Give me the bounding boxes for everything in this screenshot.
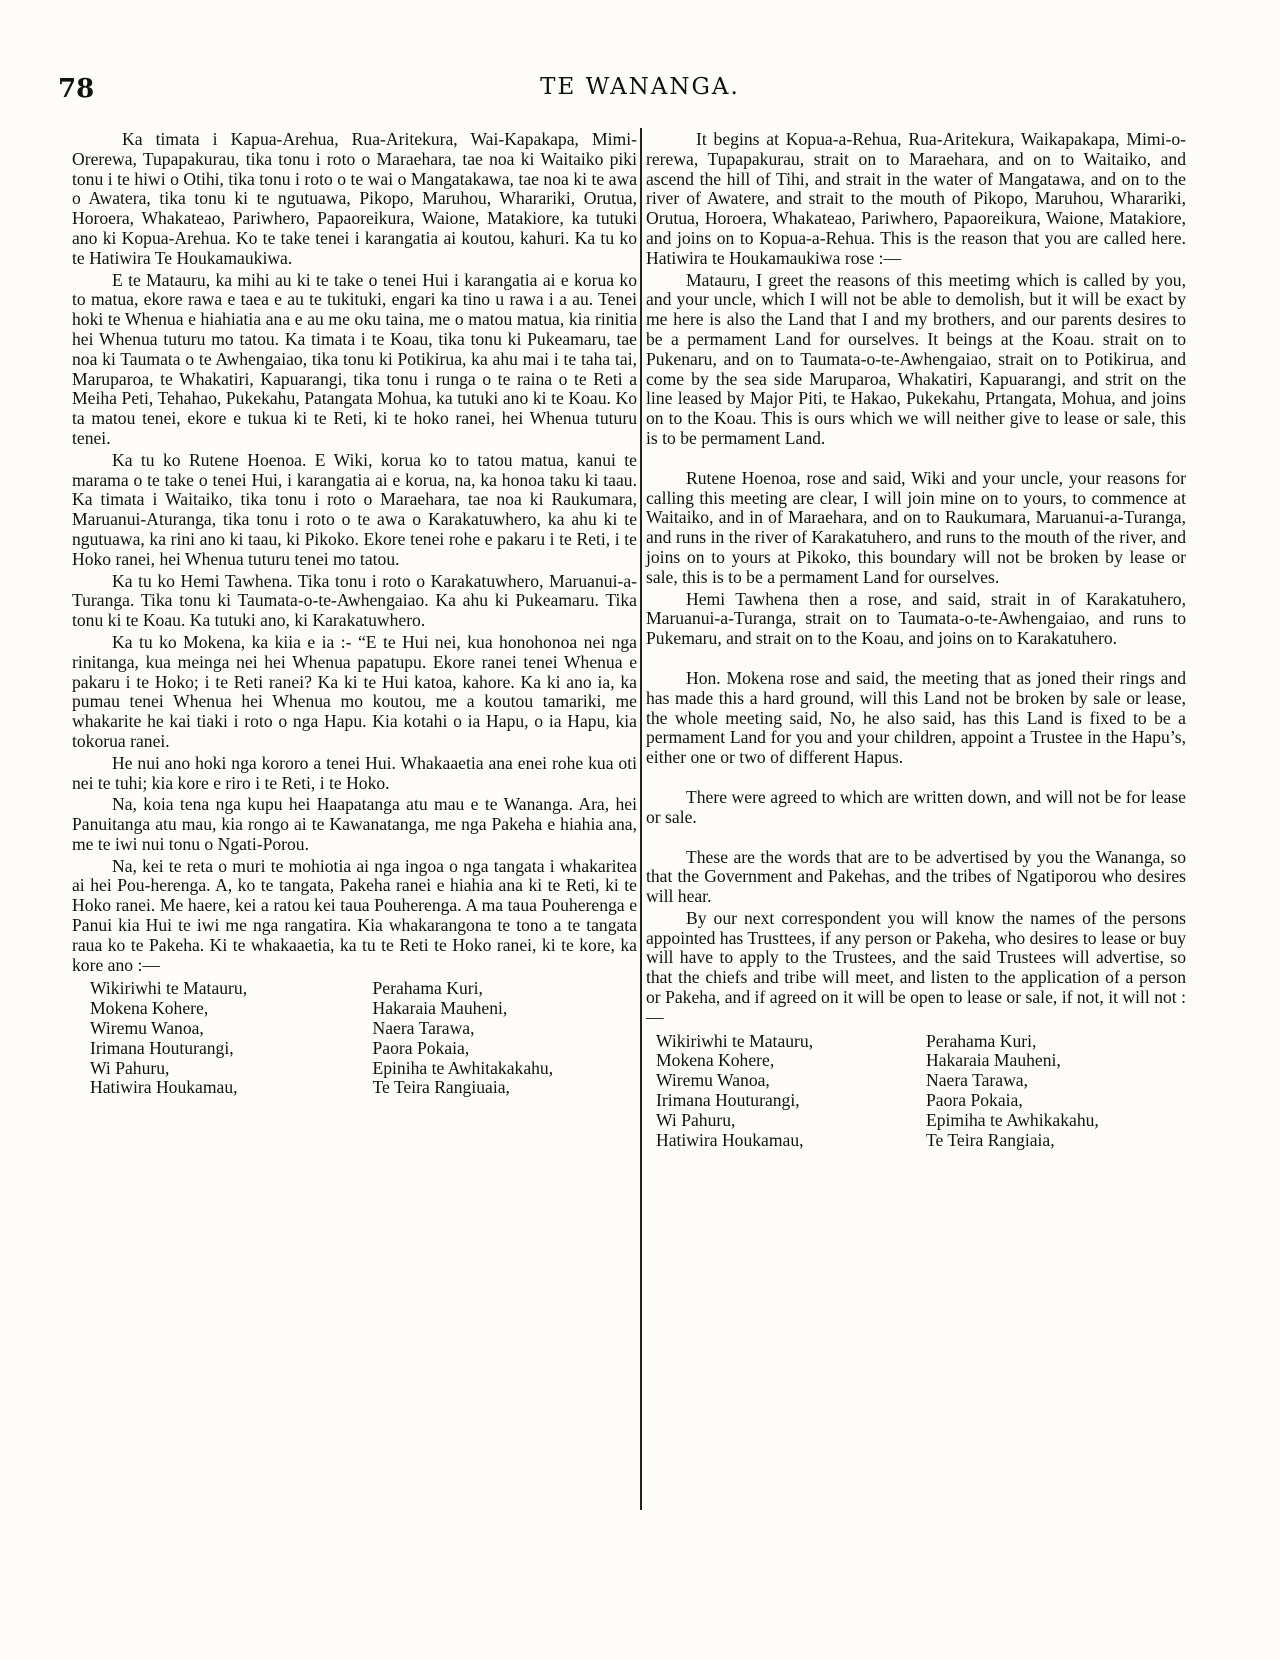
maori-signatories bbox=[72, 979, 637, 1098]
maori-column bbox=[72, 130, 637, 1098]
signatory-name: Epimiha te Awhikakahu, bbox=[926, 1109, 1099, 1130]
maori-paragraph: Ka tu ko Mokena, ka kiia e ia :- “E te Hui nei, kua honohonoa nei nga rinitanga, kua meinga nei hei Whenua papatupu. Ekore ranei tenei Whenua e pakaru i te Hoko; i te Reti ranei? Ka ki te Hui katoa, kahore. Ka ki ano ia, ka pumau tenei Whenua hei Whenua mo koutou, me a koutou tamariki, me whakarite he kai tiaki i roto o nga Hapu. Kia kotahi o ia Hapu, o ia Hapu, kia tokorua ranei. bbox=[72, 631, 637, 751]
maori-paragraph: Na, koia tena nga kupu hei Haapatanga atu mau e te Wananga. Ara, hei Panuitanga atu mau, kia rongo ai te Kawanatanga, me nga Pakeha e hiahia ana, me te iwi nui tonu o Ngati-Porou. bbox=[72, 794, 637, 854]
page-header bbox=[0, 74, 1280, 114]
signatory-name: Hatiwira Houkamau, bbox=[90, 1077, 238, 1098]
signatory-name: Hatiwira Houkamau, bbox=[656, 1129, 804, 1150]
english-paragraph: There were agreed to which are written down, and will not be for lease or sale. bbox=[646, 786, 1186, 827]
maori-paragraph: Ka tu ko Hemi Tawhena. Tika tonu i roto o Karakatuwhero, Maruanui-a-Turanga. Tika tonu ki Taumata-o-te-Awhengaiao. Ka ahu ki Pukeamaru. Tika tonu ki te Koau. Ka tutuki ano, ki Karakatuwhero. bbox=[72, 570, 637, 631]
spacer bbox=[646, 451, 1186, 469]
signatory-name: Mokena Kohere, bbox=[90, 998, 209, 1019]
column-divider bbox=[640, 128, 642, 1510]
signatory-name: Mokena Kohere, bbox=[656, 1050, 775, 1071]
signatory-name: Epiniha te Awhitakakahu, bbox=[372, 1057, 554, 1078]
signatory-name: Wiremu Wanoa, bbox=[656, 1070, 770, 1091]
english-paragraph: Hemi Tawhena then a rose, and said, strait in of Karakatuhero, Maruanui-a-Turanga, strait on to Taumata-o-te-Awhengaiao, and runs to Pukemaru, and strait on to the Koau, and joins on to Karakatuhero. bbox=[646, 588, 1186, 649]
maori-paragraph: He nui ano hoki nga kororo a tenei Hui. Whakaaetia ana enei rohe kua oti nei te tuhi; kia kore e riro i te Reti, i te Hoko. bbox=[72, 752, 637, 793]
maori-paragraph: Ka timata i Kapua-Arehua, Rua-Aritekura, Wai-Kapakapa, Mimi-Orerewa, Tupapakurau, tika tonu i roto o Maraehara, tae noa ki Waitaiko piki tonu i te hiwi o Otihi, tika tonu i roto o te wai o Mangatakawa, tae noa ki te awa o Awatera, tika tonu ki te ngutuawa, Pikopo, Maruhou, Wharariki, Orutua, Horoera, Whakateao, Pariwhero, Papaoreikura, Waione, Matakiore, ka tutuki ano ki Kopua-Arehua. Ko te take tenei i karangatia ai koutou, kahuri. Ka tu ko te Hatiwira Te Houkamaukiwa. bbox=[72, 129, 637, 268]
signatory-name: Irimana Houturangi, bbox=[656, 1090, 800, 1111]
signatory-name: Wikiriwhi te Matauru, bbox=[656, 1030, 814, 1051]
spacer bbox=[646, 651, 1186, 669]
english-paragraph: Hon. Mokena rose and said, the meeting that as joned their rings and has made this a hard ground, will this Land not be broken by sale or lease, the whole meeting said, No, he also said, has this Land is fixed to be a permament Land for you and your children, appoint a Trustee in the Hapu’s, either one or two of different Hapus. bbox=[646, 667, 1186, 768]
signatory-list-left bbox=[72, 979, 355, 1098]
english-paragraph: It begins at Kopua-a-Rehua, Rua-Aritekura, Waikapakapa, Mimi-o-rerewa, Tupapakurau, strait on to Maraehara, and on to Waitaiko, and ascend the hill of Tihi, and strait in the water of Mangatawa, and on to the river of Awatere, and strait to the mouth of Pikopo, Maruhou, Wharariki, Orutua, Horoera, Whakateao, Pariwhero, Papaoreikura, Waione, Matakiore, and joins on to Kopua-a-Rehua. This is the reason that you are called here. Hatiwira te Houkamaukiwa rose :— bbox=[646, 129, 1186, 268]
signatory-name: Naera Tarawa, bbox=[926, 1070, 1028, 1091]
signatory-name: Wiremu Wanoa, bbox=[90, 1018, 204, 1039]
english-paragraph: These are the words that are to be advertised by you the Wananga, so that the Government and Pakehas, and the tribes of Ngatiporou who desires will hear. bbox=[646, 846, 1186, 907]
signatory-name: Perahama Kuri, bbox=[926, 1030, 1037, 1051]
signatory-name: Wi Pahuru, bbox=[656, 1109, 736, 1130]
english-paragraph: By our next correspondent you will know the names of the persons appointed has Trusttees, if any person or Pakeha, who desires to lease or buy will have to apply to the Trustees, and the said Trustees will advertise, so that the chiefs and tribe will meet, and listen to the application of a person or Pakeha, and if agreed on it will be open to lease or sale, if not, it will not :— bbox=[646, 907, 1186, 1027]
signatory-name: Te Teira Rangiuaia, bbox=[372, 1077, 510, 1098]
english-column bbox=[646, 130, 1186, 1150]
signatory-name: Paora Pokaia, bbox=[372, 1037, 470, 1058]
signatory-name: Wi Pahuru, bbox=[90, 1057, 170, 1078]
signatory-name: Wikiriwhi te Matauru, bbox=[90, 978, 248, 999]
maori-paragraph: Ka tu ko Rutene Hoenoa. E Wiki, korua ko to tatou matua, kanui te marama o te take o tenei Hui, i karangatia ai e korua, na, ka honoa taku ki taau. Ka timata i Waitaiko, tika tonu i roto o Maraehara, tae noa ki Raukumara, Maruanui-Aturanga, tika tonu i roto o te awa o Karakatuwhero, ka ahu ki te ngutuawa, ka rini ano ki taau, ki Pikoko. Ekore tenei rohe e pakaru i te Reti, i te Hoko ranei, hei Whenua tuturu tenei mo tatou. bbox=[72, 449, 637, 569]
signatory-name: Perahama Kuri, bbox=[372, 978, 483, 999]
signatory-list-right bbox=[916, 1032, 1186, 1151]
maori-paragraph: Na, kei te reta o muri te mohiotia ai nga ingoa o nga tangata i whakaritea ai hei Pou-herenga. A, ko te tangata, Pakeha ranei e hiahia ana ki te Reti, ki te Hoko ranei. Me haere, kei a ratou kei taua Pouherenga. A ma taua Pouherenga e Panui kia Hui te iwi me nga rangatira. Kia whakarangona te tono a te tangata raua ko te Pakeha. Ki te whakaaetia, ka tu te Reti te Hoko ranei, ki te kore, ka kore ano :— bbox=[72, 855, 637, 975]
page-number: 78 bbox=[58, 74, 95, 104]
signatory-list-left bbox=[646, 1032, 916, 1151]
maori-paragraph: E te Matauru, ka mihi au ki te take o tenei Hui i karangatia ai e korua ko to matua, ekore rawa e taea e au te tukituki, engari ka tino u rawa i a au. Tenei hoki te Whenua e hiahiatia ana e au me oku taina, me o matou matua, kia rinitia hei Whenua tuturu mo tatou. Ka timata i te Koau, tika tonu ki Pukeamaru, tae noa ki Taumata o te Awhengaiao, tika tonu ki Potikirua, ka ahu mai i te taha tai, Maruparoa, te Whakatiri, Kapuarangi, tika tonu i runga o te raina o te Reti a Meiha Peti, Tehahao, Pukekahu, Patangata Mohua, ka tutuki ano ki te Koau. Ko ta matou tenei, ekore e tukua ki te Reti, ki te hoko ranei, hei Whenua tuturu tenei. bbox=[72, 269, 637, 448]
signatory-name: Naera Tarawa, bbox=[372, 1018, 475, 1039]
english-paragraph: Matauru, I greet the reasons of this meetimg which is called by you, and your uncle, which I will not be able to demolish, but it will be exact by me here is also the Land that I and my brothers, and our parents desires to be a permament Land for ourselves. It beings at the Koau. strait on to Pukenaru, and on to Taumata-o-te-Awhengaiao, strait on to Potikirua, and come by the sea side Maruparoa, Whakatiri, Kapuarangi, and strit on the line leased by Major Piti, te Hakao, Pukekahu, Prtangata, Mohua, and joins on to the Koau. This is ours which we will neither give to lease or sale, this is to be permament Land. bbox=[646, 269, 1186, 448]
spacer bbox=[646, 770, 1186, 788]
signatory-name: Irimana Houturangi, bbox=[90, 1037, 234, 1058]
english-paragraph: Rutene Hoenoa, rose and said, Wiki and your uncle, your reasons for calling this meeting are clear, I will join mine on to yours, to commence at Waitaiko, and in of Maraehara, and on to Raukumara, Maruanui-a-Turanga, and runs in the river of Karakatuhero, and runs to the mouth of the river, and joins on to yours at Pikoko, this boundary will not be broken by lease or sale, this is to be a permament Land for ourselves. bbox=[646, 467, 1186, 587]
signatory-name: Paora Pokaia, bbox=[926, 1090, 1023, 1111]
signatory-name: Hakaraia Mauheni, bbox=[926, 1050, 1061, 1071]
signatory-list-right bbox=[355, 979, 638, 1098]
signatory-name: Te Teira Rangiaia, bbox=[926, 1129, 1055, 1150]
signatory-name: Hakaraia Mauheni, bbox=[372, 998, 508, 1019]
page-title: TE WANANGA. bbox=[540, 74, 740, 100]
english-signatories bbox=[646, 1032, 1186, 1151]
spacer bbox=[646, 830, 1186, 848]
